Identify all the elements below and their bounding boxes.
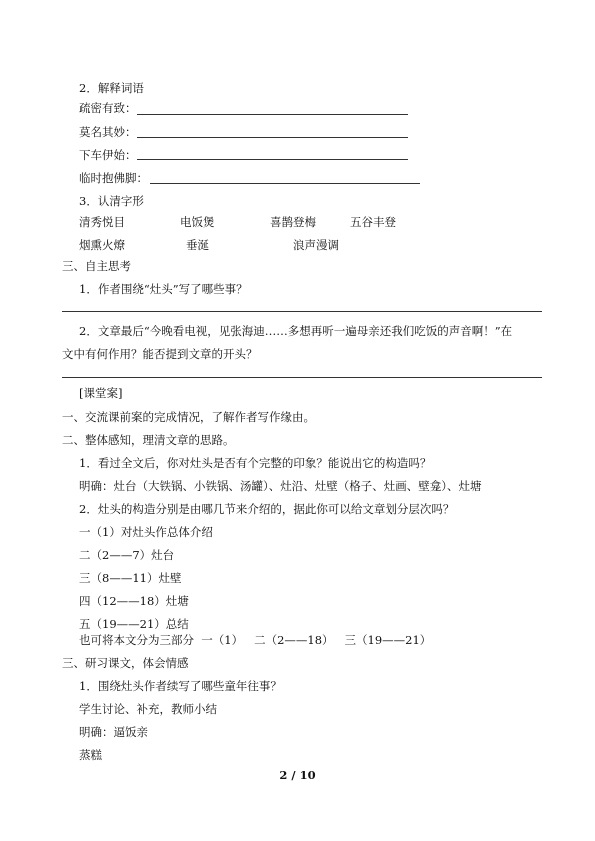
glyph-word: 电饭煲 [180,215,215,229]
three-part-division: 也可将本文分为三部分 一（1） 二（2——18） 三（19——21） [79,633,432,647]
answer-blank[interactable] [137,137,408,138]
structure-part: 五（19——21）总结 [79,617,189,631]
answer-blank[interactable] [137,159,408,160]
question: 1．看过全文后，你对灶头是否有个完整的印象？能说出它的构造吗？ [79,456,432,470]
term-label: 下车伊始： [79,148,137,162]
glyph-word: 烟熏火燎 [79,238,125,252]
answer: 蒸糕 [79,748,102,762]
question: 1．围绕灶头作者续写了哪些童年往事？ [79,679,282,693]
section-heading-study: 三、研习课文，体会情感 [62,656,189,670]
structure-part: 一（1）对灶头作总体介绍 [79,525,213,539]
section-title-classroom: [课堂案] [79,386,123,400]
term-label: 临时抱佛脚： [79,171,148,185]
glyph-word: 垂涎 [186,238,209,252]
paragraph: 二、整体感知，理清文章的思路。 [62,433,235,447]
section-heading-self-think: 三、自主思考 [62,259,131,273]
answer-blank[interactable] [62,311,542,312]
structure-part: 四（12——18）灶塘 [79,594,189,608]
structure-part: 二（2——7）灶台 [79,548,175,562]
glyph-word: 喜鹊登梅 [270,215,316,229]
page-number: 2 / 10 [279,768,316,782]
paragraph: 一、交流课前案的完成情况，了解作者写作缘由。 [62,410,315,424]
answer-blank[interactable] [137,114,408,115]
answer: 明确：逼饭亲 [79,725,148,739]
section-heading-explain-words: 2．解释词语 [79,81,144,95]
question-continued: 文中有何作用？能否提到文章的开头？ [62,347,258,361]
question: 2．文章最后“今晚看电视，见张海迪……多想再听一遍母亲还我们吃饭的声音啊！”在 [79,324,513,338]
structure-part: 三（8——11）灶壁 [79,571,182,585]
glyph-word: 五谷丰登 [350,215,396,229]
answer: 明确：灶台（大铁锅、小铁锅、汤罐）、灶沿、灶壁（格子、灶画、壁龛）、灶塘 [79,479,482,493]
question: 2．灶头的构造分别是由哪几节来介绍的，据此你可以给文章划分层次吗？ [79,502,455,516]
section-heading-recognize-chars: 3．认清字形 [79,194,144,208]
paragraph: 学生讨论、补充，教师小结 [79,702,217,716]
answer-blank[interactable] [62,377,542,378]
glyph-word: 浪声漫调 [293,238,339,252]
answer-blank[interactable] [150,183,420,184]
term-label: 莫名其妙： [79,125,137,139]
question: 1．作者围绕“灶头”写了哪些事？ [79,282,248,296]
term-label: 疏密有致： [79,101,137,115]
glyph-word: 清秀悦目 [79,215,125,229]
